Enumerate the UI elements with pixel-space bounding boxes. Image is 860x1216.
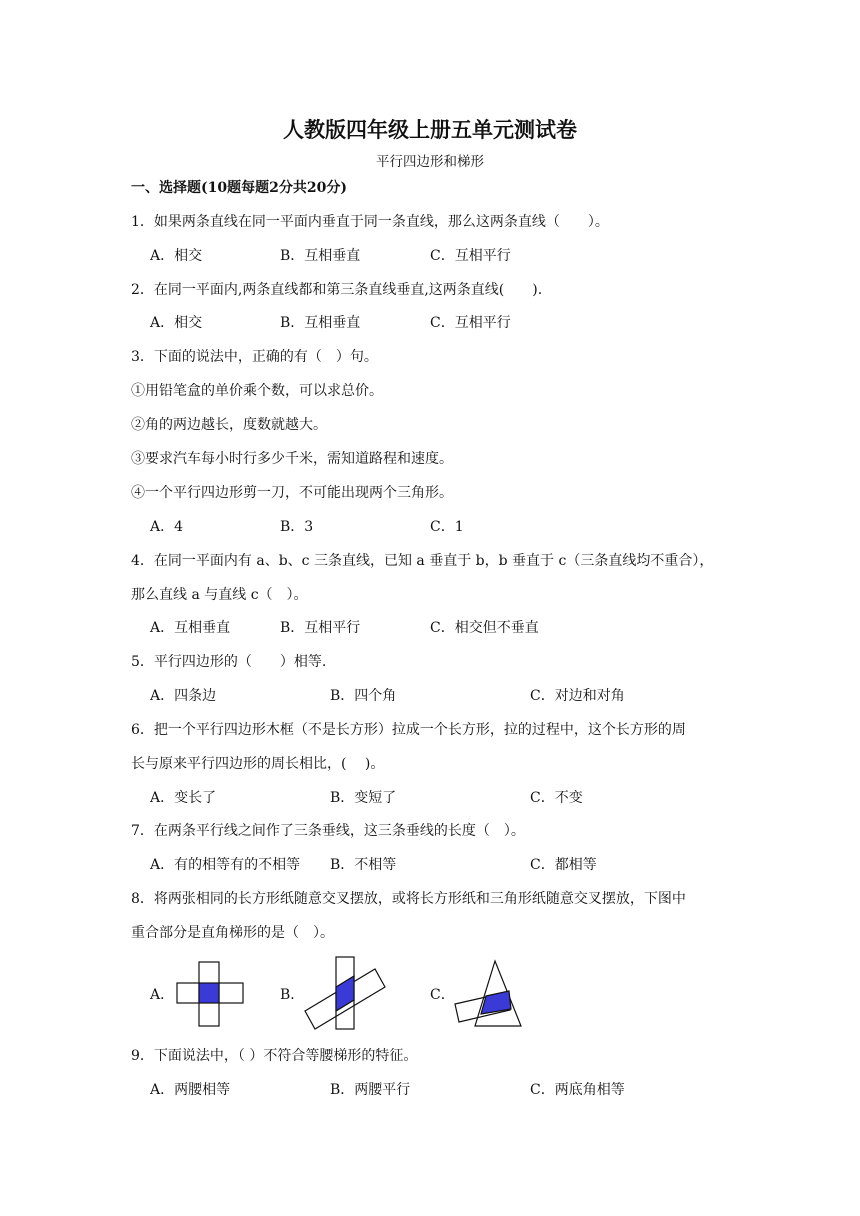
question-1-text: 1．如果两条直线在同一平面内垂直于同一条直线，那么这两条直线（ ）。 [131,214,609,230]
q7-option-a[interactable]: A．有的相等有的不相等 [150,857,301,873]
q4-option-c[interactable]: C．相交但不垂直 [430,620,539,636]
question-3-statement-3: ③要求汽车每小时行多少千米，需知道路程和速度。 [131,451,453,467]
question-8-text-cont: 重合部分是直角梯形的是（ ）。 [131,925,334,941]
page-subtitle: 平行四边形和梯形 [376,154,484,170]
q1-option-b[interactable]: B．互相垂直 [280,248,361,264]
q8-option-b[interactable]: B． [280,987,305,1003]
q7-option-b[interactable]: B．不相等 [330,857,397,873]
q9-option-c[interactable]: C．两底角相等 [530,1082,625,1098]
triangle-rectangle-figure [453,958,525,1030]
question-4-text-cont: 那么直线 a 与直线 c（ ）。 [131,587,308,603]
q4-option-b[interactable]: B．互相平行 [280,620,361,636]
question-5-text: 5．平行四边形的（ ）相等. [131,654,327,670]
question-3-text: 3．下面的说法中，正确的有（ ）句。 [131,349,378,365]
q9-option-a[interactable]: A．两腰相等 [150,1082,231,1098]
q9-option-b[interactable]: B．两腰平行 [330,1082,411,1098]
q1-option-c[interactable]: C．互相平行 [430,248,511,264]
question-3-statement-2: ②角的两边越长，度数就越大。 [131,417,327,433]
question-9-text: 9．下面说法中，（ ）不符合等腰梯形的特征。 [131,1048,418,1064]
question-6-text-cont: 长与原来平行四边形的周长相比，( )。 [131,756,385,772]
q2-option-b[interactable]: B．互相垂直 [280,315,361,331]
q2-option-c[interactable]: C．互相平行 [430,315,511,331]
tilted-rectangles-figure [303,955,389,1031]
question-3-statement-1: ①用铅笔盒的单价乘个数，可以求总价。 [131,383,383,399]
q6-option-c[interactable]: C．不变 [530,790,583,806]
question-6-text: 6．把一个平行四边形木框（不是长方形）拉成一个长方形，拉的过程中，这个长方形的周 [131,722,686,738]
q5-option-a[interactable]: A．四条边 [150,688,217,704]
question-4-text: 4．在同一平面内有 a、b、c 三条直线，已知 a 垂直于 b，b 垂直于 c（三条直线均不重合）， [131,553,714,569]
q8-option-c[interactable]: C． [430,987,455,1003]
q1-option-a[interactable]: A．相交 [150,248,203,264]
cross-rectangles-figure [175,960,247,1028]
q5-option-c[interactable]: C．对边和对角 [530,688,625,704]
q7-option-c[interactable]: C．都相等 [530,857,597,873]
q6-option-b[interactable]: B．变短了 [330,790,397,806]
q8-option-a[interactable]: A． [150,987,175,1003]
q6-option-a[interactable]: A．变长了 [150,790,217,806]
q3-option-c[interactable]: C．1 [430,519,464,535]
q4-option-a[interactable]: A．互相垂直 [150,620,231,636]
question-8-text: 8．将两张相同的长方形纸随意交叉摆放，或将长方形纸和三角形纸随意交叉摆放，下图中 [131,891,686,907]
section-heading: 一、选择题(10题每题2分共20分) [131,180,347,196]
page-title: 人教版四年级上册五单元测试卷 [283,118,577,142]
q2-option-a[interactable]: A．相交 [150,315,203,331]
question-3-statement-4: ④一个平行四边形剪一刀，不可能出现两个三角形。 [131,485,453,501]
question-2-text: 2．在同一平面内,两条直线都和第三条直线垂直,这两条直线( ). [131,282,543,298]
question-7-text: 7．在两条平行线之间作了三条垂线，这三条垂线的长度（ ）。 [131,823,525,839]
q5-option-b[interactable]: B．四个角 [330,688,397,704]
q3-option-a[interactable]: A．4 [150,519,184,535]
q3-option-b[interactable]: B．3 [280,519,314,535]
